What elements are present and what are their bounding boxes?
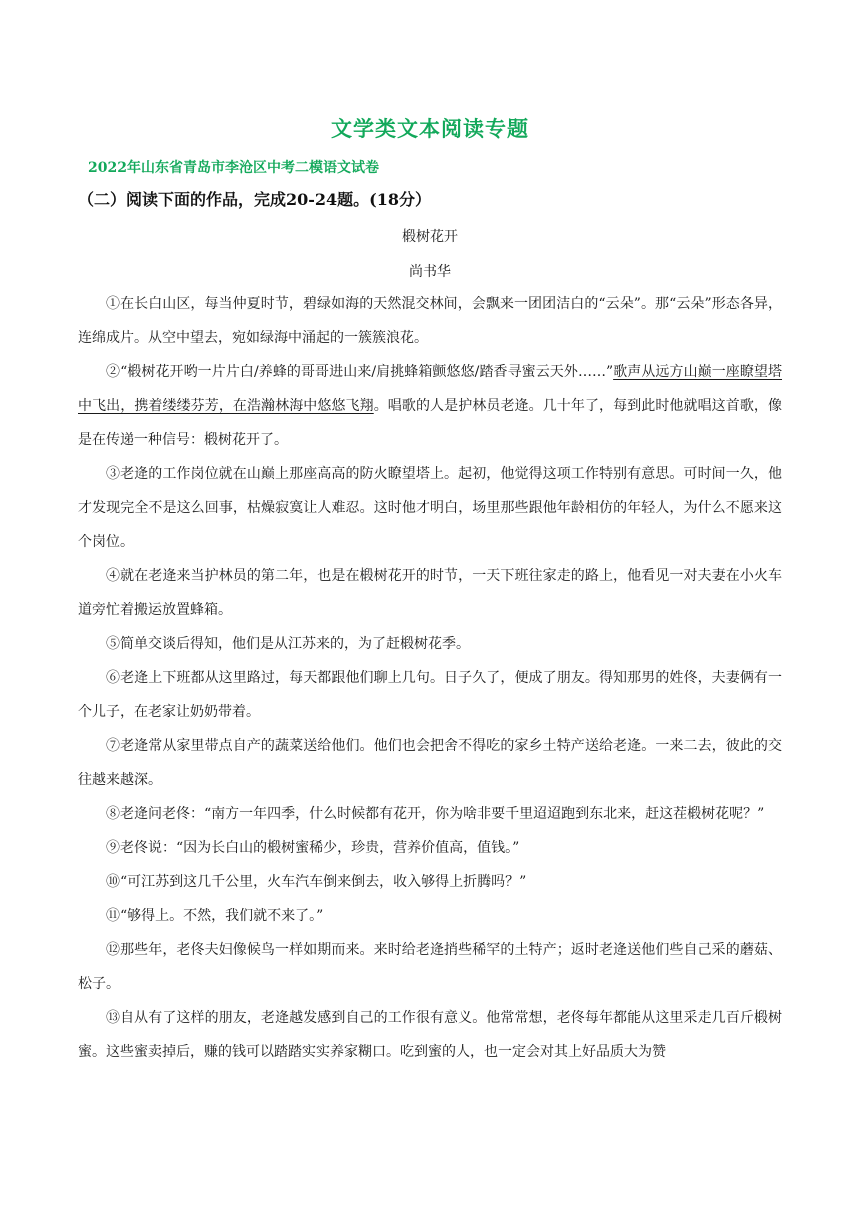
paragraph-5: ⑤简单交谈后得知，他们是从江苏来的，为了赶椴树花季。 <box>106 636 470 652</box>
paragraph-2-rest: 。唱歌的人是护林员老逄。几十年了，每到此时他就唱这首歌，像是在传递一种信号：椴树花开了。 <box>78 398 783 448</box>
article-body <box>78 287 782 1069</box>
paragraph-11: ⑪“够得上。不然，我们就不来了。” <box>106 908 324 924</box>
section-heading: （二）阅读下面的作品，完成20-24题。(18分） <box>78 190 432 209</box>
underlined-sentence: 歌声从远方山巅一座瞭望塔中飞出，携着缕缕芬芳，在浩瀚林海中悠悠飞翔 <box>78 364 783 414</box>
paragraph-2 <box>78 355 782 457</box>
paragraph-3: ③老逄的工作岗位就在山巅上那座高高的防火瞭望塔上。起初，他觉得这项工作特别有意思。可时间一久，他才发现完全不是这么回事，枯燥寂寞让人难忍。这时他才明白，场里那些跟他年龄相仿的年轻人，为什么不愿来这个岗位。 <box>78 466 782 550</box>
paragraph-10: ⑩“可江苏到这几千公里，火车汽车倒来倒去，收入够得上折腾吗？” <box>106 874 527 890</box>
exam-source: 2022年山东省青岛市李沧区中考二模语文试卷 <box>88 160 379 176</box>
document-title: 文学类文本阅读专题 <box>331 116 529 141</box>
paragraph-1: ①在长白山区，每当仲夏时节，碧绿如海的天然混交林间，会飘来一团团洁白的“云朵”。那“云朵”形态各异，连绵成片。从空中望去，宛如绿海中涌起的一簇簇浪花。 <box>78 296 782 346</box>
paragraph-4: ④就在老逄来当护林员的第二年，也是在椴树花开的时节，一天下班往家走的路上，他看见一对夫妻在小火车道旁忙着搬运放置蜂箱。 <box>78 568 782 618</box>
paragraph-13: ⑬自从有了这样的朋友，老逄越发感到自己的工作很有意义。他常常想，老佟每年都能从这里采走几百斤椴树蜜。这些蜜卖掉后，赚的钱可以踏踏实实养家糊口。吃到蜜的人，也一定会对其上好品质大为赞 <box>78 1010 782 1060</box>
song-lyrics: ②“椴树花开哟一片片白/养蜂的哥哥进山来/肩挑蜂箱颤悠悠/踏香寻蜜云天外……” <box>106 364 614 380</box>
article-author: 尚书华 <box>409 264 451 280</box>
paragraph-8: ⑧老逄问老佟：“南方一年四季，什么时候都有花开，你为啥非要千里迢迢跑到东北来，赶这茬椴树花呢？” <box>106 806 765 822</box>
paragraph-6: ⑥老逄上下班都从这里路过，每天都跟他们聊上几句。日子久了，便成了朋友。得知那男的姓佟，夫妻俩有一个儿子，在老家让奶奶带着。 <box>78 670 782 720</box>
article-title: 椴树花开 <box>402 229 458 245</box>
paragraph-12: ⑫那些年，老佟夫妇像候鸟一样如期而来。来时给老逄捎些稀罕的土特产；返时老逄送他们些自己采的蘑菇、松子。 <box>78 942 782 992</box>
paragraph-7: ⑦老逄常从家里带点自产的蔬菜送给他们。他们也会把舍不得吃的家乡土特产送给老逄。一来二去，彼此的交往越来越深。 <box>78 738 782 788</box>
paragraph-9: ⑨老佟说：“因为长白山的椴树蜜稀少，珍贵，营养价值高，值钱。” <box>106 840 520 856</box>
